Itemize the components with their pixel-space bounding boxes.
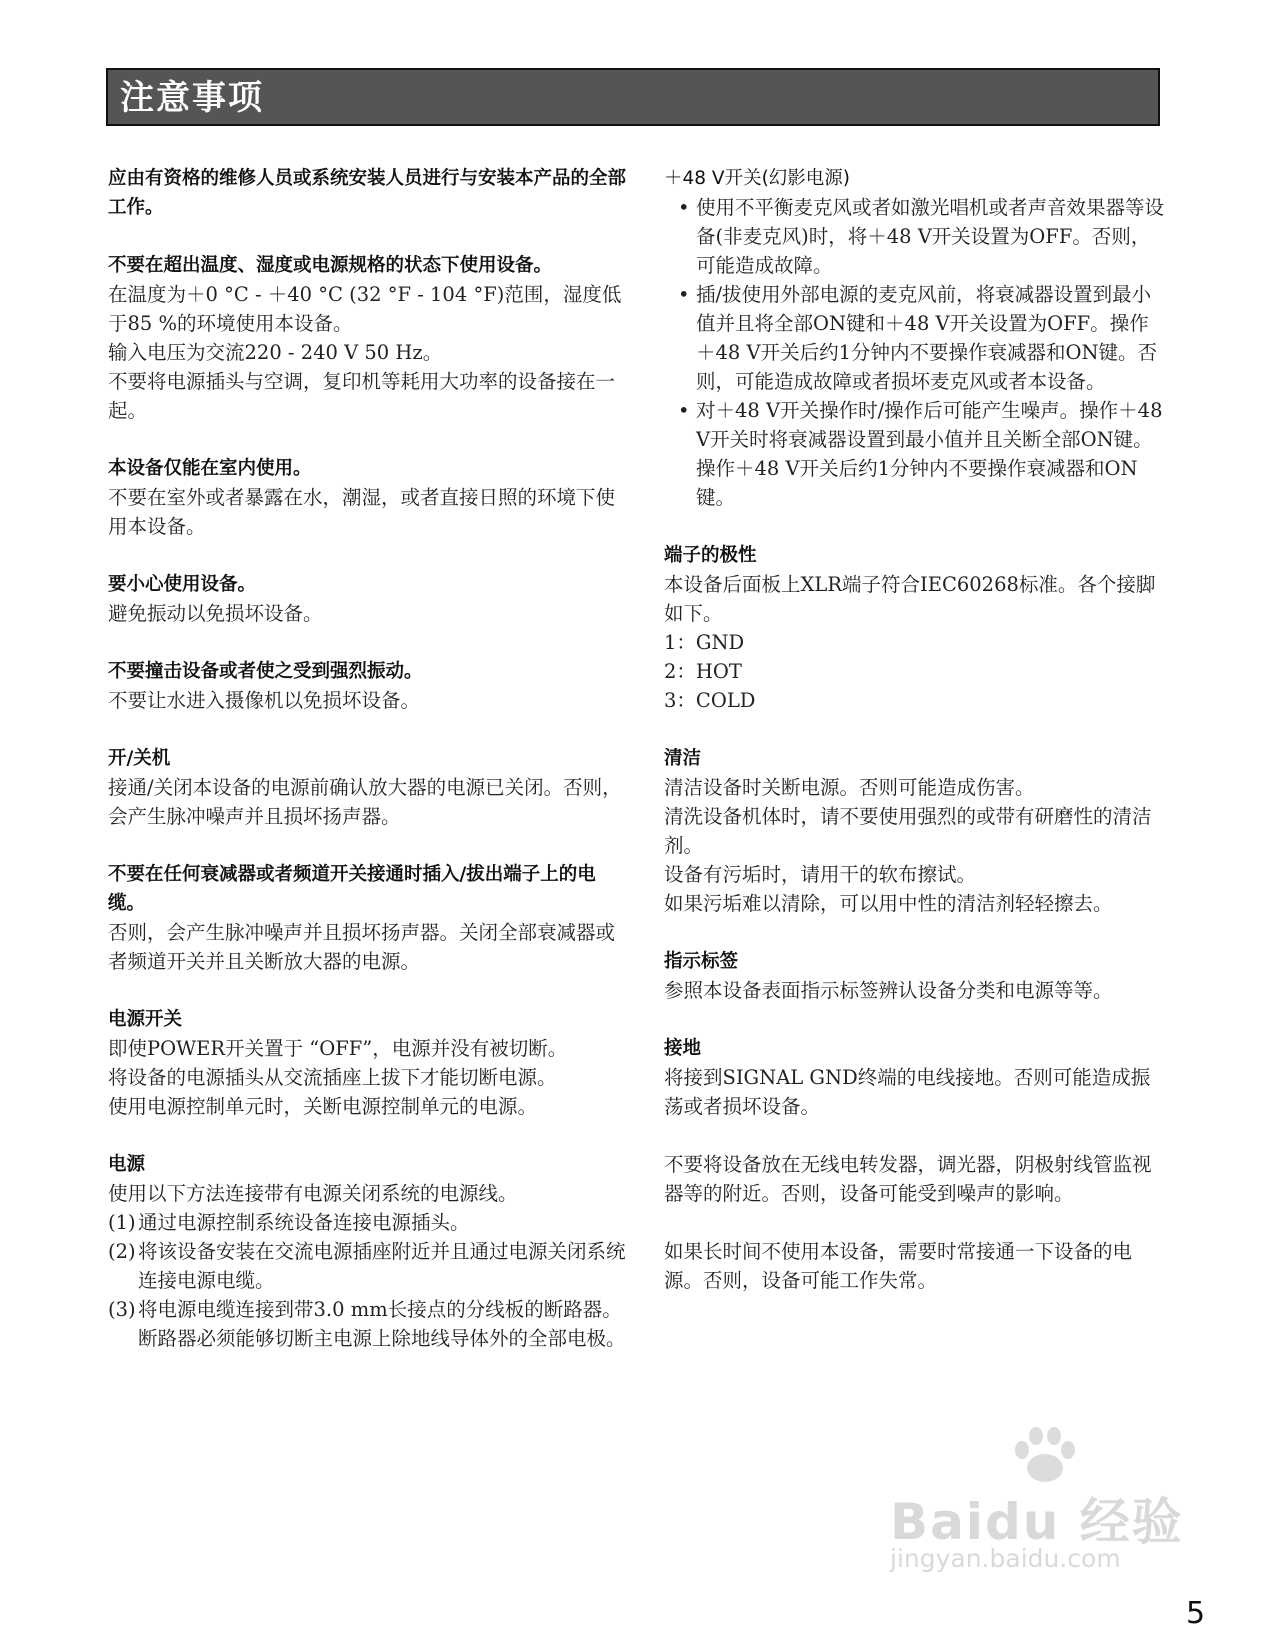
paragraph: 使用电源控制单元时，关断电源控制单元的电源。 bbox=[108, 1095, 538, 1118]
bullet-list bbox=[664, 193, 1164, 512]
list-item: (1) 通过电源控制系统设备连接电源插头。 bbox=[108, 1211, 470, 1234]
section-heading: 不要在任何衰减器或者频道开关接通时插入/拔出端子上的电缆。 bbox=[108, 864, 596, 914]
section-no-impact bbox=[108, 657, 628, 715]
section-heading: 电源 bbox=[108, 1154, 146, 1175]
paragraph: 不要在室外或者暴露在水，潮湿，或者直接日照的环境下使用本设备。 bbox=[108, 486, 616, 538]
watermark-url: jingyan.baidu.com bbox=[890, 1544, 1121, 1573]
section-terminal-polarity bbox=[664, 541, 1164, 715]
section-power-supply bbox=[108, 1150, 628, 1353]
pin-list bbox=[664, 628, 1164, 715]
section-power-switch bbox=[108, 1005, 628, 1121]
paragraph: 在温度为＋0 °C - ＋40 °C (32 °F - 104 °F)范围，湿度低于85 %的环境使用本设备。 bbox=[108, 283, 622, 335]
section-heading: 指示标签 bbox=[664, 951, 739, 972]
title-banner bbox=[106, 68, 1160, 126]
paragraph: 不要将电源插头与空调，复印机等耗用大功率的设备接在一起。 bbox=[108, 370, 616, 422]
section-power-on-off bbox=[108, 744, 628, 831]
section-heading: 开/关机 bbox=[108, 748, 171, 769]
paragraph: 参照本设备表面指示标签辨认设备分类和电源等等。 bbox=[664, 979, 1113, 1002]
paragraph: 本设备后面板上XLR端子符合IEC60268标准。各个接脚如下。 bbox=[664, 573, 1156, 625]
left-column bbox=[108, 164, 628, 1382]
pin-item: 3：COLD bbox=[664, 689, 756, 712]
section-interference bbox=[664, 1150, 1164, 1208]
paragraph: 避免振动以免损坏设备。 bbox=[108, 602, 323, 625]
right-column bbox=[664, 164, 1164, 1324]
section-indoor-use bbox=[108, 454, 628, 541]
section-heading: ＋48 V开关(幻影电源) bbox=[664, 168, 851, 189]
section-heading: 电源开关 bbox=[108, 1009, 183, 1030]
section-phantom-power bbox=[664, 164, 1164, 512]
section-qualified-personnel bbox=[108, 164, 628, 222]
paragraph: 否则，会产生脉冲噪声并且损坏扬声器。关闭全部衰减器或者频道开关并且关断放大器的电源。 bbox=[108, 921, 616, 973]
paragraph: 如果污垢难以清除，可以用中性的清洁剂轻轻擦去。 bbox=[664, 892, 1113, 915]
section-heading: 端子的极性 bbox=[664, 545, 757, 566]
pin-item: 2：HOT bbox=[664, 660, 742, 683]
section-cable-plugging bbox=[108, 860, 628, 976]
paragraph: 清洁设备时关断电源。否则可能造成伤害。 bbox=[664, 776, 1035, 799]
list-item: • 使用不平衡麦克风或者如激光唱机或者声音效果器等设备(非麦克风)时，将＋48 V开关设置为OFF。否则，可能造成故障。 bbox=[678, 196, 1165, 277]
paragraph: 输入电压为交流220 - 240 V 50 Hz。 bbox=[108, 341, 443, 364]
paw-icon bbox=[1000, 1420, 1090, 1490]
list-item: (3) 将电源电缆连接到带3.0 mm长接点的分线板的断路器。断路器必须能够切断主电源上除地线导体外的全部电极。 bbox=[108, 1298, 626, 1350]
numbered-list bbox=[108, 1208, 628, 1353]
section-heading: 应由有资格的维修人员或系统安装人员进行与安装本产品的全部工作。 bbox=[108, 168, 627, 218]
paragraph: 将接到SIGNAL GND终端的电线接地。否则可能造成振荡或者损坏设备。 bbox=[664, 1066, 1151, 1118]
watermark-text: Baidu 经验 bbox=[890, 1493, 1184, 1551]
section-heading: 本设备仅能在室内使用。 bbox=[108, 458, 312, 479]
paragraph: 不要将设备放在无线电转发器，调光器，阴极射线管监视器等的附近。否则，设备可能受到噪声的影响。 bbox=[664, 1153, 1152, 1205]
page-number: 5 bbox=[1186, 1596, 1206, 1631]
section-heading: 接地 bbox=[664, 1038, 702, 1059]
list-item: • 对＋48 V开关操作时/操作后可能产生噪声。操作＋48 V开关时将衰减器设置到最小值并且关断全部ON键。操作＋48 V开关后约1分钟内不要操作衰减器和ON键。 bbox=[678, 399, 1163, 509]
page-title: 注意事项 bbox=[120, 78, 264, 118]
paragraph: 设备有污垢时，请用干的软布擦试。 bbox=[664, 863, 977, 886]
section-careful-handling bbox=[108, 570, 628, 628]
section-grounding bbox=[664, 1034, 1164, 1121]
section-heading: 要小心使用设备。 bbox=[108, 574, 257, 595]
baidu-watermark bbox=[880, 1420, 1210, 1580]
list-item: • 插/拔使用外部电源的麦克风前，将衰减器设置到最小值并且将全部ON键和＋48 V开关设置为OFF。操作＋48 V开关后约1分钟内不要操作衰减器和ON键。否则，可能造成故障或者损坏麦克风或者本设备。 bbox=[678, 283, 1158, 393]
paragraph: 如果长时间不使用本设备，需要时常接通一下设备的电源。否则，设备可能工作失常。 bbox=[664, 1240, 1133, 1292]
paragraph: 不要让水进入摄像机以免损坏设备。 bbox=[108, 689, 421, 712]
paragraph: 即使POWER开关置于 “OFF”，电源并没有被切断。 bbox=[108, 1037, 568, 1060]
section-heading: 不要在超出温度、湿度或电源规格的状态下使用设备。 bbox=[108, 255, 553, 276]
section-label bbox=[664, 947, 1164, 1005]
section-heading: 清洁 bbox=[664, 748, 702, 769]
section-heading: 不要撞击设备或者使之受到强烈振动。 bbox=[108, 661, 423, 682]
section-long-term-storage bbox=[664, 1237, 1164, 1295]
section-operating-conditions bbox=[108, 251, 628, 425]
paragraph: 清洗设备机体时，请不要使用强烈的或带有研磨性的清洁剂。 bbox=[664, 805, 1152, 857]
pin-item: 1：GND bbox=[664, 631, 745, 654]
paragraph: 使用以下方法连接带有电源关闭系统的电源线。 bbox=[108, 1182, 518, 1205]
list-item: (2) 将该设备安装在交流电源插座附近并且通过电源关闭系统连接电源电缆。 bbox=[108, 1240, 626, 1292]
paragraph: 将设备的电源插头从交流插座上拔下才能切断电源。 bbox=[108, 1066, 557, 1089]
section-cleaning bbox=[664, 744, 1164, 918]
paragraph: 接通/关闭本设备的电源前确认放大器的电源已关闭。否则，会产生脉冲噪声并且损坏扬声器。 bbox=[108, 776, 622, 828]
